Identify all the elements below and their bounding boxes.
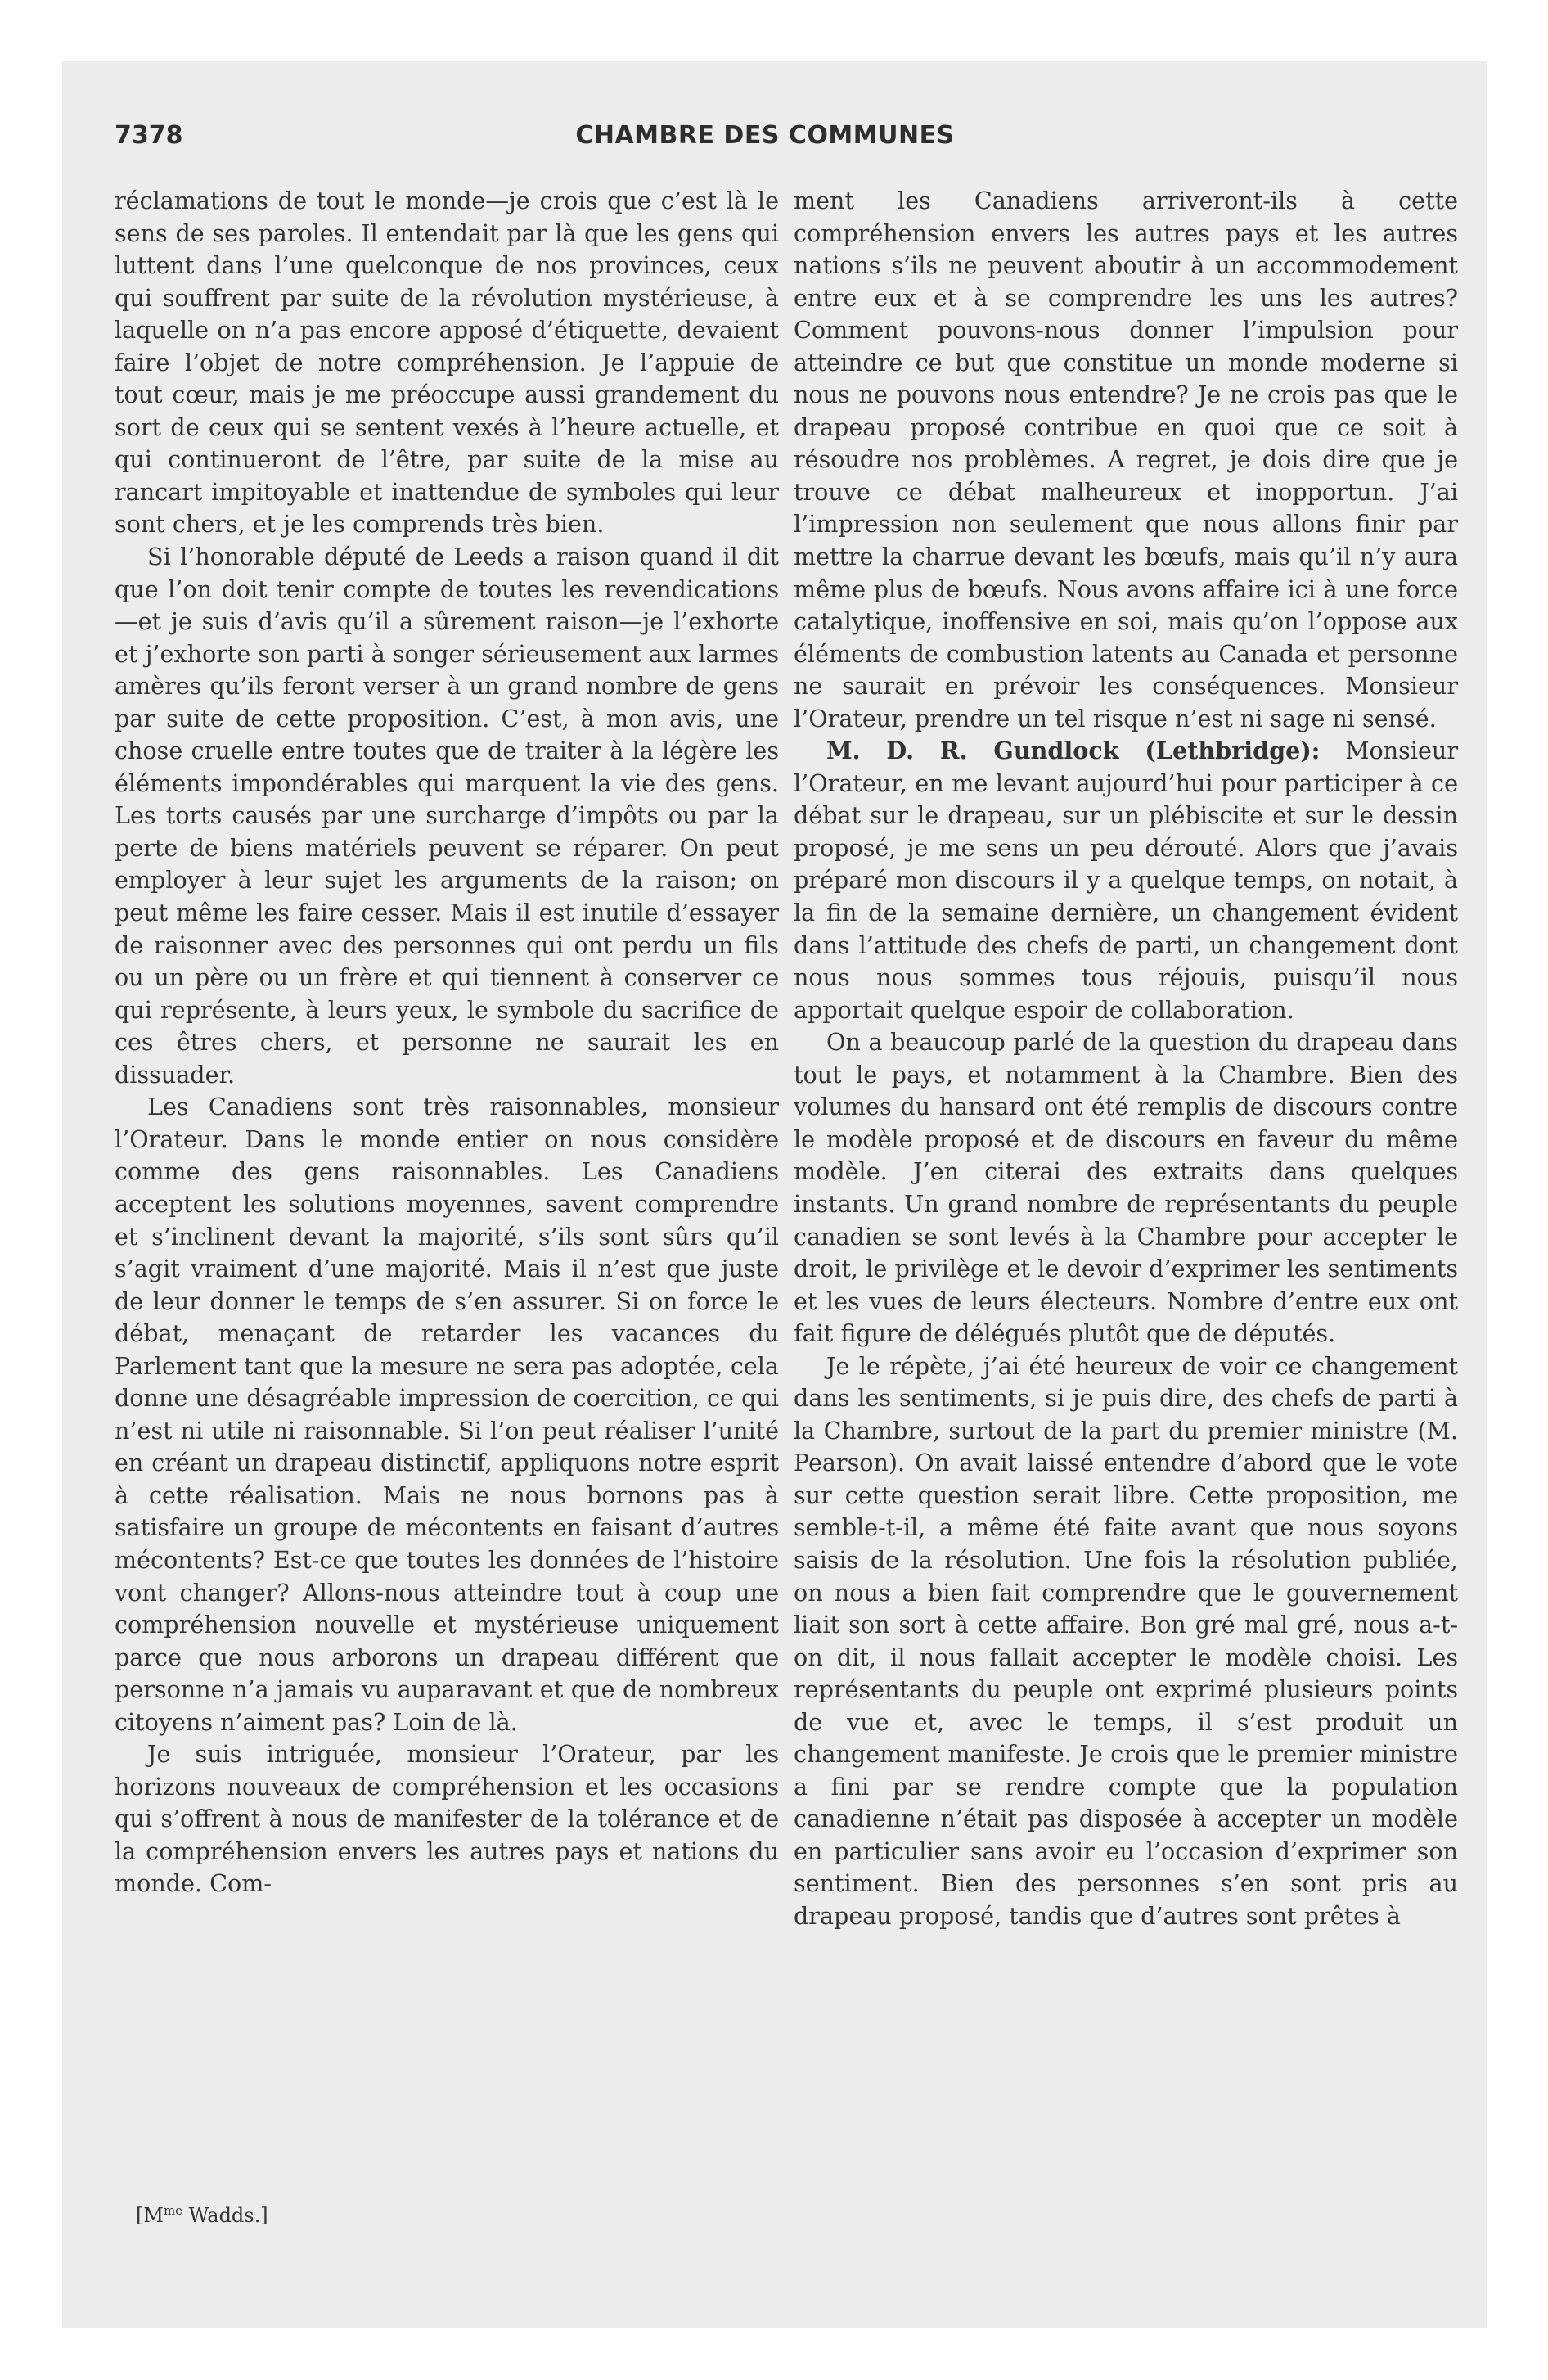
document-page [62, 61, 1487, 2328]
speaker-footnote [136, 2203, 268, 2227]
paragraph: Je le répète, j’ai été heureux de voir ce changement dans les sentiments, si je puis dire, des chefs de parti à la Chambre, surtout de la part du premier ministre (M. Pearson). On avait laissé entendre d’abord que le vote sur cette question serait libre. Cette proposition, me semble-t-il, a même été faite avant que nous soyons saisis de la résolution. Une fois la résolution publiée, on nous a bien fait comprendre que le gouvernement liait son sort à cette affaire. Bon gré mal gré, nous a-t-on dit, il nous fallait accepter le modèle choisi. Les représentants du peuple ont exprimé plusieurs points de vue et, avec le temps, il s’est produit un changement manifeste. Je crois que le premier ministre a fini par se rendre compte que la population canadienne n’était pas disposée à accepter un modèle en particulier sans avoir eu l’occasion d’exprimer son sentiment. Bien des personnes s’en sont pris au drapeau proposé, tandis que d’autres sont prêtes à [794, 1351, 1458, 1930]
page-header-title: CHAMBRE DES COMMUNES [575, 121, 955, 150]
footnote-superscript: me [163, 2203, 183, 2218]
paragraph: Je suis intriguée, monsieur l’Orateur, par les horizons nouveaux de compréhension et les occasions qui s’offrent à nous de manifester de la tolérance et de la compréhension envers les autres pays et nations du monde. Com- [115, 1740, 779, 1898]
left-column [115, 185, 779, 1900]
paragraph: ment les Canadiens arriveront-ils à cette compréhension envers les autres pays et les autres nations s’ils ne peuvent aboutir à un accommodement entre eux et à se comprendre les uns les autres? Comment pouvons-nous donner l’impulsion pour atteindre ce but que constitue un monde moderne si nous ne pouvons nous entendre? Je ne crois pas que le drapeau proposé contribue en quoi que ce soit à résoudre nos problèmes. A regret, je dois dire que je trouve ce débat malheureux et inopportun. J’ai l’impression non seulement que nous allons finir par mettre la charrue devant les bœufs, mais qu’il n’y aura même plus de bœufs. Nous avons affaire ici à une force catalytique, inoffensive en soi, mais qu’on l’oppose aux éléments de combustion latents au Canada et personne ne saurait en prévoir les conséquences. Monsieur l’Orateur, prendre un tel risque n’est ni sage ni sensé. [794, 187, 1458, 732]
paragraph: Les Canadiens sont très raisonnables, monsieur l’Orateur. Dans le monde entier on nous considère comme des gens raisonnables. Les Canadiens acceptent les solutions moyennes, savent comprendre et s’inclinent devant la majorité, s’ils sont sûrs qu’il s’agit vraiment d’une majorité. Mais il n’est que juste de leur donner le temps de s’en assurer. Si on force le débat, menaçant de retarder les vacances du Parlement tant que la mesure ne sera pas adoptée, cela donne une désagréable impression de coercition, ce qui n’est ni utile ni raisonnable. Si l’on peut réaliser l’unité en créant un drapeau distinctif, appliquons notre esprit à cette réalisation. Mais ne nous bornons pas à satisfaire un groupe de mécontents en faisant d’autres mécontents? Est-ce que toutes les données de l’histoire vont changer? Allons-nous atteindre tout à coup une compréhension nouvelle et mystérieuse uniquement parce que nous arborons un drapeau différent que personne n’a jamais vu auparavant et que de nombreux citoyens n’aiment pas? Loin de là. [115, 1093, 779, 1736]
footnote-prefix: [M [136, 2204, 164, 2227]
paragraph: réclamations de tout le monde—je crois que c’est là le sens de ses paroles. Il entendait par là que les gens qui luttent dans l’une quelconque de nos provinces, ceux qui souffrent par suite de la révolution mystérieuse, à laquelle on n’a pas encore apposé d’étiquette, devaient faire l’objet de notre compréhension. Je l’appuie de tout cœur, mais je me préoccupe aussi grandement du sort de ceux qui se sentent vexés à l’heure actuelle, et qui continueront de l’être, par suite de la mise au rancart impitoyable et inattendue de symboles qui leur sont chers, et je les comprends très bien. [115, 187, 779, 539]
paragraph: Si l’honorable député de Leeds a raison quand il dit que l’on doit tenir compte de toutes les revendications—et je suis d’avis qu’il a sûrement raison—je l’exhorte et j’exhorte son parti à songer sérieusement aux larmes amères qu’ils feront verser à un grand nombre de gens par suite de cette proposition. C’est, à mon avis, une chose cruelle entre toutes que de traiter à la légère les éléments impondérables qui marquent la vie des gens. Les torts causés par une surcharge d’impôts ou par la perte de biens matériels peuvent se réparer. On peut employer à leur sujet les arguments de la raison; on peut même les faire cesser. Mais il est inutile d’essayer de raisonner avec des personnes qui ont perdu un fils ou un père ou un frère et qui tiennent à conserver ce qui représente, à leurs yeux, le symbole du sacrifice de ces êtres chers, et personne ne saurait les en dissuader. [115, 543, 779, 1089]
running-head [115, 121, 1415, 160]
page-number: 7378 [115, 121, 183, 150]
speaker-name: M. D. R. Gundlock (Lethbridge): [826, 737, 1321, 765]
paragraph: On a beaucoup parlé de la question du drapeau dans tout le pays, et notamment à la Chambre. Bien des volumes du hansard ont été remplis de discours contre le modèle proposé et de discours en faveur du même modèle. J’en citerai des extraits dans quelques instants. Un grand nombre de représentants du peuple canadien se sont levés à la Chambre pour accepter le droit, le privilège et le devoir d’exprimer les sentiments et les vues de leurs électeurs. Nombre d’entre eux ont fait figure de délégués plutôt que de députés. [794, 1028, 1458, 1348]
right-column [794, 185, 1458, 1933]
footnote-suffix: Wadds.] [182, 2204, 268, 2227]
speech-text: Monsieur l’Orateur, en me levant aujourd’hui pour participer à ce débat sur le drapeau, sur un plébiscite et sur le dessin proposé, je me sens un peu dérouté. Alors que j’avais préparé mon discours il y a quelque temps, on notait, à la fin de la semaine dernière, un changement évident dans l’attitude des chefs de parti, un changement dont nous nous sommes tous réjouis, puisqu’il nous apportait quelque espoir de collaboration. [794, 737, 1458, 1024]
speaker-paragraph [794, 735, 1458, 1026]
